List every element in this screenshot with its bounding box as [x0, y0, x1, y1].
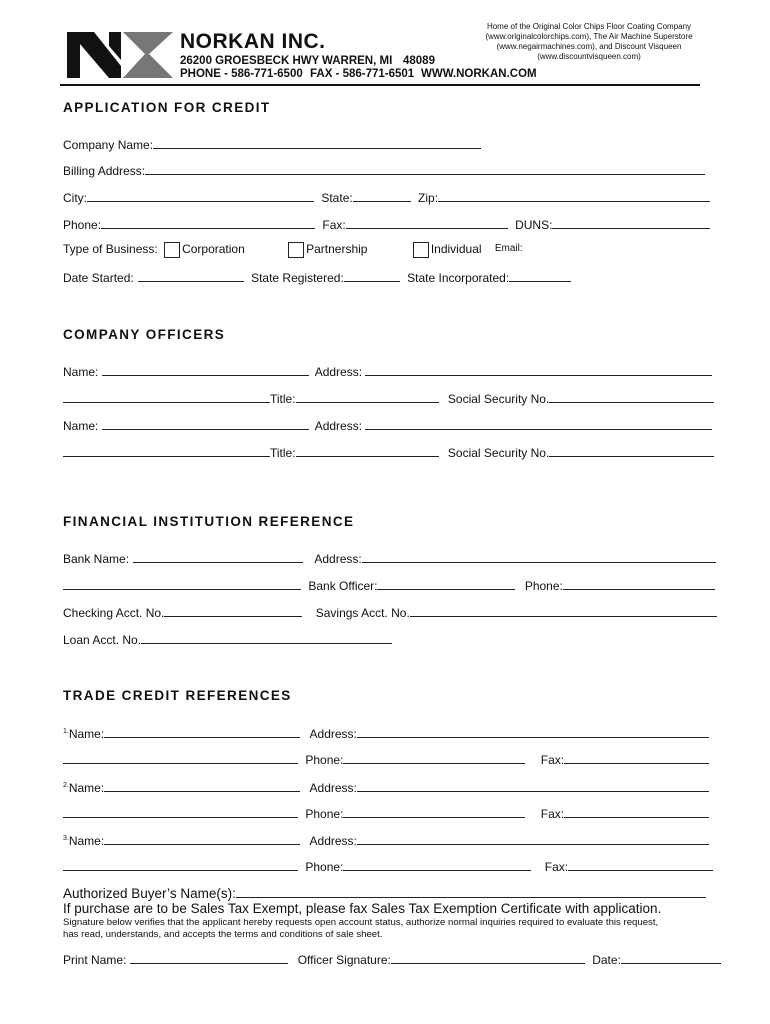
company-phone: PHONE - 586-771-6500: [180, 68, 303, 80]
company-fax: FAX - 586-771-6501: [310, 68, 415, 80]
fax-field[interactable]: [346, 217, 508, 229]
corporation-checkbox[interactable]: [164, 242, 180, 258]
accounts-row: Checking Acct. No. Savings Acct. No.: [63, 605, 717, 620]
trade-1-name-cont-field[interactable]: [63, 752, 298, 764]
trade-1-phone-row: Phone: Fax:: [63, 752, 709, 767]
date-field[interactable]: [621, 952, 721, 964]
trade-3-address-field[interactable]: [357, 833, 709, 845]
trade-3-name-cont-field[interactable]: [63, 859, 298, 871]
company-zip: 48089: [403, 55, 435, 67]
trade-2-address-field[interactable]: [357, 780, 709, 792]
officer-2-title-row: Title: Social Security No.: [63, 445, 714, 460]
trade-2-name-cont-field[interactable]: [63, 806, 298, 818]
bank-officer-field[interactable]: [377, 578, 515, 590]
tagline: Home of the Original Color Chips Floor Coating Company (www.originalcolorchips.com), The Air Machine Superstore (www.negairmachines.com), and Discount Visqueen (www.discountvisqueen.com): [485, 22, 693, 61]
officer-1-name-field[interactable]: [102, 364, 309, 376]
header-rule: [60, 84, 700, 86]
officer-1-title-field[interactable]: [296, 391, 439, 403]
trade-1-address-field[interactable]: [357, 726, 709, 738]
company-name-field[interactable]: [153, 137, 481, 149]
trade-heading: TRADE CREDIT REFERENCES: [63, 688, 292, 703]
bank-name-field[interactable]: [133, 551, 303, 563]
trade-3-phone-field[interactable]: [343, 859, 531, 871]
officer-1-ssn-field[interactable]: [549, 391, 714, 403]
form-title: APPLICATION FOR CREDIT: [63, 100, 271, 115]
savings-field[interactable]: [410, 605, 717, 617]
company-street: 26200 GROESBECK HWY: [180, 55, 320, 67]
city-state-zip-row: City: State: Zip:: [63, 190, 710, 205]
trade-1-name-row: $^{1.}$Name: Address:: [63, 725, 709, 741]
bank-heading: FINANCIAL INSTITUTION REFERENCE: [63, 514, 355, 529]
bank-address-field[interactable]: [362, 551, 716, 563]
date-started-field[interactable]: [138, 270, 244, 282]
state-field[interactable]: [353, 190, 411, 202]
trade-2-phone-row: Phone: Fax:: [63, 806, 709, 821]
authorized-buyer-row: Authorized Buyer’s Name(s):: [63, 885, 706, 902]
trade-1-fax-field[interactable]: [564, 752, 709, 764]
company-name: NORKAN INC.: [180, 30, 326, 53]
authorized-buyer-field[interactable]: [236, 885, 706, 898]
bank-officer-row: Bank Officer: Phone:: [63, 578, 715, 593]
phone-field[interactable]: [101, 217, 315, 229]
trade-3-name-field[interactable]: [104, 833, 300, 845]
officer-2-name-row: Name: Address:: [63, 418, 712, 433]
signature-note-2: has read, understands, and accepts the terms and conditions of sale sheet.: [63, 929, 383, 940]
loan-row: Loan Acct. No.: [63, 632, 392, 647]
norkan-logo: [65, 30, 175, 80]
state-registered-field[interactable]: [344, 270, 400, 282]
officer-2-address-field[interactable]: [365, 418, 712, 430]
billing-address-row: Billing Address:: [63, 163, 705, 178]
trade-3-fax-field[interactable]: [568, 859, 713, 871]
tax-exempt-note: If purchase are to be Sales Tax Exempt, please fax Sales Tax Exemption Certificate with application.: [63, 901, 662, 916]
loan-field[interactable]: [141, 632, 392, 644]
zip-field[interactable]: [438, 190, 710, 202]
company-city: WARREN, MI: [322, 55, 393, 67]
officers-heading: COMPANY OFFICERS: [63, 327, 226, 342]
officer-1-address-field[interactable]: [365, 364, 712, 376]
trade-2-name-row: $^{2.}$Name: Address:: [63, 779, 709, 795]
type-of-business-row: Type of Business: Corporation Partnership Individual $^{Email:}$: [63, 242, 523, 257]
bank-address-cont-field[interactable]: [63, 578, 301, 590]
trade-2-phone-field[interactable]: [343, 806, 525, 818]
phone-fax-duns-row: Phone: Fax: DUNS:: [63, 217, 710, 232]
officer-2-name-cont-field[interactable]: [63, 445, 270, 457]
officer-2-name-field[interactable]: [102, 418, 309, 430]
officer-2-title-field[interactable]: [296, 445, 439, 457]
officer-1-name-cont-field[interactable]: [63, 391, 270, 403]
signature-note-1: Signature below verifies that the applicant hereby requests open account status, authorize normal inquiries required to evaluate this request,: [63, 917, 659, 928]
duns-field[interactable]: [552, 217, 710, 229]
officer-1-name-row: Name: Address:: [63, 364, 712, 379]
company-name-row: Company Name:: [63, 137, 481, 152]
email-label: Email:: [494, 243, 523, 254]
dates-row: Date Started: State Registered: State Incorporated:: [63, 270, 571, 285]
bank-phone-field[interactable]: [563, 578, 715, 590]
print-name-field[interactable]: [130, 952, 288, 964]
trade-1-phone-field[interactable]: [343, 752, 525, 764]
officer-2-ssn-field[interactable]: [549, 445, 714, 457]
trade-3-phone-row: Phone: Fax:: [63, 859, 713, 874]
city-field[interactable]: [87, 190, 314, 202]
individual-checkbox[interactable]: [413, 242, 429, 258]
billing-address-field[interactable]: [145, 163, 705, 175]
officer-1-title-row: Title: Social Security No.: [63, 391, 714, 406]
trade-1-name-field[interactable]: [104, 726, 300, 738]
company-website: WWW.NORKAN.COM: [421, 68, 537, 80]
officer-signature-field[interactable]: [391, 952, 585, 964]
trade-2-fax-field[interactable]: [564, 806, 709, 818]
bank-name-row: Bank Name: Address:: [63, 551, 716, 566]
trade-3-name-row: $^{3.}$Name: Address:: [63, 832, 709, 848]
trade-2-name-field[interactable]: [104, 780, 300, 792]
partnership-checkbox[interactable]: [288, 242, 304, 258]
state-incorporated-field[interactable]: [509, 270, 571, 282]
signature-row: Print Name: Officer Signature: Date:: [63, 952, 721, 967]
checking-field[interactable]: [164, 605, 302, 617]
